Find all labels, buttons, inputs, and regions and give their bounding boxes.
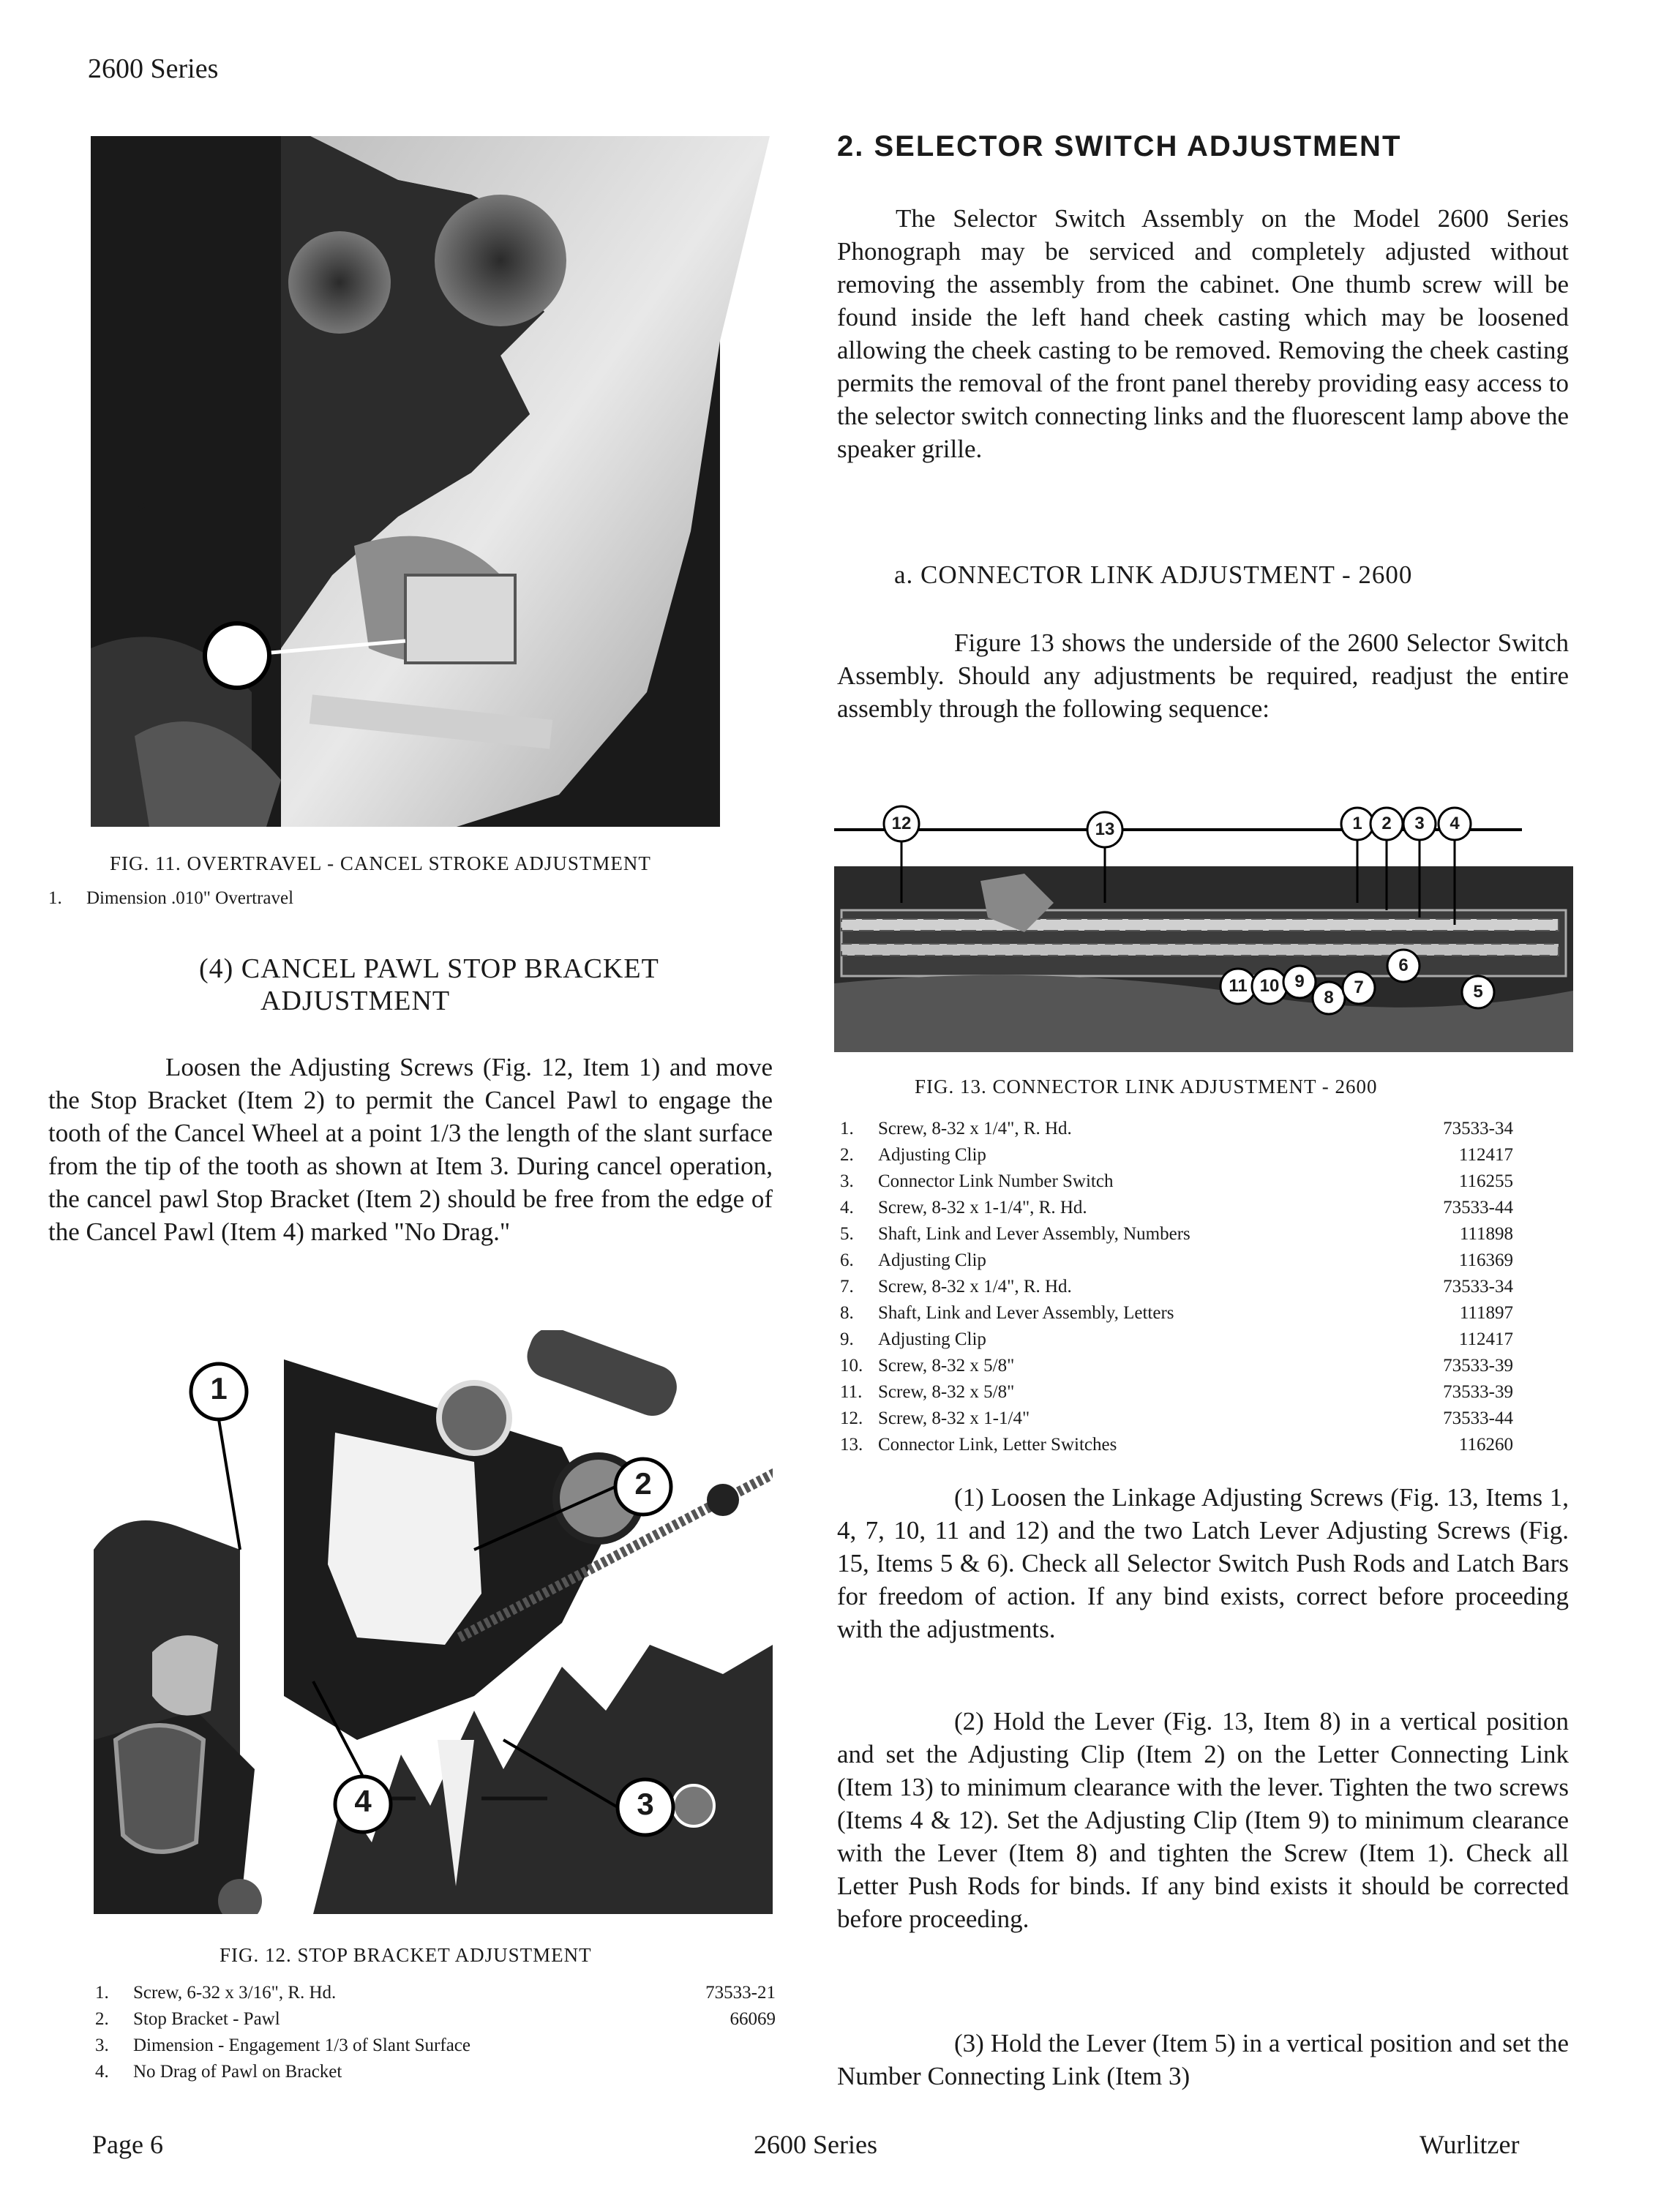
legend-part: 73533-39: [1443, 1382, 1513, 1402]
legend-num: 7.: [840, 1277, 854, 1297]
legend-part: 116255: [1458, 1171, 1513, 1191]
fig13-caption: FIG. 13. CONNECTOR LINK ADJUSTMENT - 2600: [915, 1076, 1378, 1098]
section2-sub-a-body: [837, 626, 1569, 725]
section4-body-text: Loosen the Adjusting Screws (Fig. 12, Item 1) and move the Stop Bracket (Item 2) to permit the Cancel Pawl to engage the tooth of the Cancel Wheel at a point 1/3 the length of the slant surface from the tip of the tooth as shown at Item 3. During cancel operation, the cancel pawl Stop Bracket (Item 2) should be free from the edge of the Cancel Pawl (Item 4) marked "No Drag.": [48, 1053, 773, 1246]
legend-row: [840, 1353, 1513, 1379]
fig13-callout-3: 3: [1414, 814, 1425, 833]
fig12-callout-2: 2: [634, 1466, 652, 1501]
legend-num: 1.: [95, 1983, 109, 2003]
legend-part: 111898: [1459, 1224, 1513, 1244]
legend-row: [840, 1116, 1513, 1142]
legend-num: 8.: [840, 1303, 854, 1323]
fig12-callout-1: 1: [210, 1371, 228, 1406]
legend-num: 4.: [840, 1198, 854, 1217]
legend-row: [95, 2006, 776, 2033]
legend-row: [95, 2059, 776, 2085]
legend-row: [840, 1247, 1513, 1274]
section4-title-line2: ADJUSTMENT: [260, 986, 451, 1016]
legend-desc: Screw, 8-32 x 1-1/4": [878, 1408, 1030, 1428]
legend-num: 6.: [840, 1250, 854, 1270]
legend-part: 112417: [1458, 1145, 1513, 1165]
legend-row: [840, 1300, 1513, 1327]
legend-num: 1.: [840, 1119, 854, 1138]
legend-num: 13.: [840, 1435, 863, 1455]
fig13-callout-13: 13: [1095, 819, 1115, 839]
legend-num: 5.: [840, 1224, 854, 1244]
legend-desc: Screw, 8-32 x 5/8": [878, 1356, 1015, 1376]
legend-row: [840, 1379, 1513, 1406]
section4-body: [48, 1051, 773, 1248]
fig11-photo: [91, 136, 770, 827]
legend-row: [840, 1195, 1513, 1221]
legend-desc: Dimension - Engagement 1/3 of Slant Surface: [133, 2035, 470, 2055]
fig12-photo: [94, 1330, 773, 1914]
legend-row: [840, 1221, 1513, 1247]
legend-desc: Stop Bracket - Pawl: [133, 2009, 280, 2029]
legend-desc: Screw, 8-32 x 1/4", R. Hd.: [878, 1277, 1072, 1297]
fig13-callout-5: 5: [1473, 982, 1483, 1002]
footer-page: Page 6: [92, 2130, 163, 2159]
legend-num: 4.: [95, 2062, 109, 2082]
section2-heading: 2. SELECTOR SWITCH ADJUSTMENT: [837, 130, 1402, 162]
section2-intro: [837, 202, 1569, 465]
legend-part: 73533-44: [1443, 1408, 1513, 1428]
legend-desc: Screw, 8-32 x 1/4", R. Hd.: [878, 1119, 1072, 1138]
section2-sub-a-text: Figure 13 shows the underside of the 2600 Selector Switch Assembly. Should any adjustments be required, readjust the entire assembly through the following sequence:: [837, 629, 1569, 723]
section4-title-line1: (4) CANCEL PAWL STOP BRACKET: [199, 953, 659, 984]
fig12-callout-3: 3: [637, 1787, 654, 1821]
legend-row: [840, 1274, 1513, 1300]
step-2-text: (2) Hold the Lever (Fig. 13, Item 8) in a vertical position and set the Adjusting Clip (Item 2) on the Letter Connecting Link (Item 13) to minimum clearance with the lever. Tighten the two screws (Items 4 & 12). Set the Adjusting Clip (Item 9) to minimum clearance with the Lever (Item 8) and tighten the Screw (Item 1). Check all Letter Push Rods for binds. If any bind exists it should be corrected before proceeding.: [837, 1707, 1569, 1933]
legend-num: 3.: [840, 1171, 854, 1191]
legend-num: 12.: [840, 1408, 863, 1428]
fig13-callout-1: 1: [1352, 814, 1362, 833]
fig13-callout-8: 8: [1324, 988, 1334, 1008]
fig12-caption: FIG. 12. STOP BRACKET ADJUSTMENT: [220, 1944, 592, 1966]
fig13-callout-2: 2: [1381, 814, 1392, 833]
step-1-text: (1) Loosen the Linkage Adjusting Screws (Fig. 13, Items 1, 4, 7, 10, 11 and 12) and the two Latch Lever Adjusting Screws (Fig. 15, Items 5 & 6). Check all Selector Switch Push Rods and Latch Bars for freedom of action. If any bind exists, correct before proceeding with the adjustments.: [837, 1483, 1569, 1643]
legend-desc: Connector Link Number Switch: [878, 1171, 1114, 1191]
legend-desc: Adjusting Clip: [878, 1145, 986, 1165]
step-2: [837, 1705, 1569, 1935]
legend-num: 2.: [840, 1145, 854, 1165]
legend-row: [840, 1432, 1513, 1458]
fig11-legend: [48, 885, 707, 912]
legend-row: [840, 1327, 1513, 1353]
fig13-callout-12: 12: [891, 814, 912, 833]
legend-part: 116260: [1458, 1435, 1513, 1455]
legend-desc: Screw, 6-32 x 3/16", R. Hd.: [133, 1983, 337, 2003]
fig13-illustration: [834, 800, 1573, 1052]
step-3-text: (3) Hold the Lever (Item 5) in a vertical position and set the Number Connecting Link (Item 3): [837, 2029, 1569, 2090]
legend-row: [840, 1142, 1513, 1168]
fig11-illustration: [91, 136, 770, 827]
legend-num: 11.: [840, 1382, 863, 1402]
fig13-callout-9: 9: [1294, 972, 1305, 991]
fig13-callout-4: 4: [1450, 814, 1460, 833]
legend-desc: Adjusting Clip: [878, 1250, 986, 1270]
fig13-callout-10: 10: [1259, 976, 1280, 996]
legend-num: 9.: [840, 1329, 854, 1349]
section2-intro-text: The Selector Switch Assembly on the Model 2600 Series Phonograph may be serviced and completely adjusted without removing the assembly from the cabinet. One thumb screw will be found inside the left hand cheek casting which may be loosened allowing the cheek casting to be removed. Removing the cheek casting permits the removal of the front panel thereby providing easy access to the selector switch connecting links and the fluorescent lamp above the speaker grille.: [837, 204, 1569, 463]
legend-desc: Adjusting Clip: [878, 1329, 986, 1349]
legend-row: [840, 1168, 1513, 1195]
footer-brand: Wurlitzer: [1420, 2130, 1520, 2159]
legend-part: 111897: [1459, 1303, 1513, 1323]
legend-desc: Shaft, Link and Lever Assembly, Letters: [878, 1303, 1174, 1323]
fig11-caption: FIG. 11. OVERTRAVEL - CANCEL STROKE ADJUSTMENT: [110, 852, 651, 874]
step-1: [837, 1481, 1569, 1646]
legend-desc: Screw, 8-32 x 1-1/4", R. Hd.: [878, 1198, 1087, 1217]
fig13-callout-6: 6: [1398, 956, 1409, 975]
legend-part: 66069: [730, 2009, 776, 2029]
section2-sub-a: a. CONNECTOR LINK ADJUSTMENT - 2600: [894, 560, 1413, 589]
fig12-callout-4: 4: [354, 1784, 372, 1818]
fig13-photo: [834, 800, 1573, 1052]
legend-desc: Connector Link, Letter Switches: [878, 1435, 1117, 1455]
legend-num: 1.: [48, 888, 62, 908]
fig12-illustration: [94, 1330, 773, 1914]
legend-part: 73533-39: [1443, 1356, 1513, 1376]
fig12-legend: [95, 1980, 776, 2085]
legend-row: [48, 885, 707, 912]
legend-desc: Screw, 8-32 x 5/8": [878, 1382, 1015, 1402]
section4-title: [199, 953, 659, 1017]
running-header: 2600 Series: [88, 53, 219, 84]
legend-part: 116369: [1458, 1250, 1513, 1270]
legend-row: [95, 2033, 776, 2059]
footer-series: 2600 Series: [754, 2130, 877, 2159]
legend-part: 73533-34: [1443, 1277, 1513, 1297]
legend-row: [95, 1980, 776, 2006]
legend-part: 73533-44: [1443, 1198, 1513, 1217]
legend-row: [840, 1406, 1513, 1432]
step-3: [837, 2027, 1569, 2093]
fig13-callout-7: 7: [1354, 978, 1364, 997]
legend-desc: No Drag of Pawl on Bracket: [133, 2062, 342, 2082]
fig13-callout-11: 11: [1229, 976, 1248, 996]
legend-desc: Shaft, Link and Lever Assembly, Numbers: [878, 1224, 1190, 1244]
legend-desc: Dimension .010" Overtravel: [86, 888, 294, 908]
legend-num: 2.: [95, 2009, 109, 2029]
legend-part: 73533-21: [705, 1983, 776, 2003]
legend-num: 10.: [840, 1356, 863, 1376]
fig11-callout-1: 1: [135, 495, 157, 538]
fig13-legend: [840, 1116, 1513, 1458]
legend-part: 73533-34: [1443, 1119, 1513, 1138]
legend-num: 3.: [95, 2035, 109, 2055]
legend-part: 112417: [1458, 1329, 1513, 1349]
